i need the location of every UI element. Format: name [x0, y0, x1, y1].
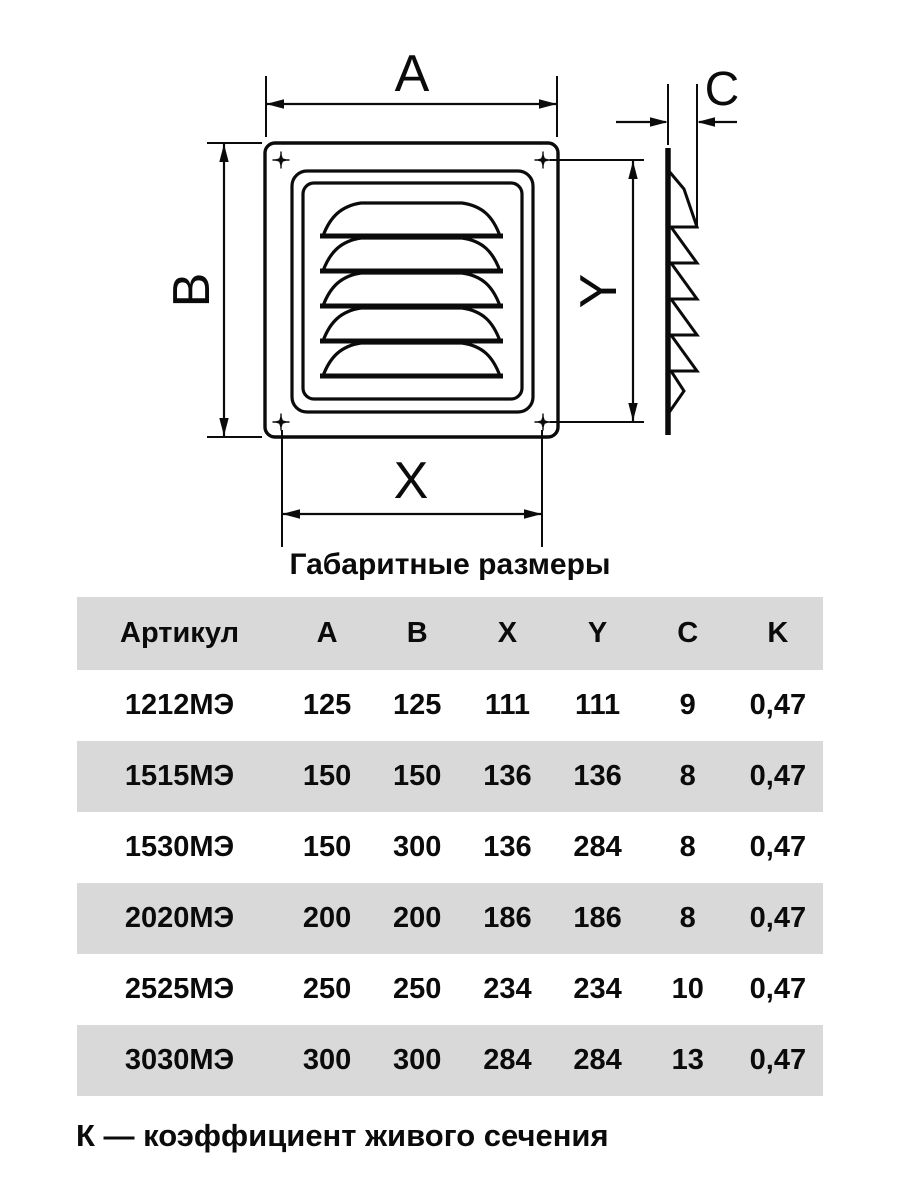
article-cell: 2020МЭ [124, 902, 235, 934]
arrowhead [539, 99, 557, 108]
value-cell: 125 [393, 689, 442, 721]
dimension-y [550, 160, 644, 422]
dimension-b-label: B [163, 272, 221, 308]
louver-slats [320, 203, 503, 376]
coefficient-note: К — коэффициент живого сечения [76, 1118, 609, 1153]
value-cell: 300 [302, 1044, 352, 1076]
arrowhead [650, 117, 668, 126]
value-cell: 136 [483, 760, 532, 792]
article-cell: 1530МЭ [124, 831, 235, 863]
dimension-b [163, 143, 262, 437]
front-view [265, 143, 558, 437]
grille-outer-flange [265, 143, 558, 437]
value-cell: 10 [671, 973, 704, 1005]
value-cell: 8 [679, 760, 696, 792]
value-cell: 8 [679, 902, 696, 934]
value-cell: 13 [671, 1044, 704, 1076]
value-cell: 111 [574, 689, 621, 721]
table-row [77, 741, 823, 812]
dimension-c [616, 63, 739, 225]
value-cell: 111 [484, 689, 530, 721]
dimension-drawing [0, 0, 900, 585]
value-cell: 234 [483, 973, 532, 1005]
column-header: B [406, 617, 428, 649]
article-cell: 2525МЭ [124, 973, 235, 1005]
value-cell: 136 [483, 831, 532, 863]
dimension-y-label: Y [570, 273, 628, 309]
column-header: X [497, 617, 518, 649]
table-row [77, 670, 823, 741]
value-cell: 0,47 [749, 689, 807, 721]
table-row [77, 1025, 823, 1096]
arrowhead [266, 99, 284, 108]
arrowhead [697, 117, 715, 126]
value-cell: 150 [393, 760, 442, 792]
value-cell: 234 [573, 973, 622, 1005]
value-cell: 186 [573, 902, 622, 934]
value-cell: 0,47 [749, 973, 807, 1005]
drawing-caption: Габаритные размеры [289, 548, 611, 581]
value-cell: 0,47 [749, 902, 807, 934]
value-cell: 0,47 [749, 760, 807, 792]
arrowhead [219, 144, 228, 162]
value-cell: 284 [573, 831, 622, 863]
dimension-x [282, 430, 542, 547]
value-cell: 300 [393, 831, 442, 863]
column-header: Артикул [120, 617, 239, 649]
dimension-c-label: C [704, 63, 740, 116]
dimension-a [266, 45, 557, 137]
table-row [77, 883, 823, 954]
value-cell: 200 [302, 902, 352, 934]
arrowhead [219, 418, 228, 436]
dimension-x-label: X [393, 452, 429, 510]
arrowhead [628, 161, 637, 179]
article-cell: 1515МЭ [124, 760, 235, 792]
screw-hole-marks [273, 152, 552, 431]
dimension-a-label: A [394, 45, 430, 103]
column-header: Y [587, 617, 608, 649]
value-cell: 0,47 [749, 831, 807, 863]
article-cell: 3030МЭ [124, 1044, 235, 1076]
spec-table [77, 597, 823, 1096]
arrowhead [524, 509, 542, 518]
column-header: C [677, 617, 699, 649]
article-cell: 1212МЭ [124, 689, 235, 721]
table-header-row [77, 597, 823, 670]
value-cell: 284 [483, 1044, 532, 1076]
value-cell: 9 [679, 689, 696, 721]
table-row [77, 812, 823, 883]
column-header: A [316, 617, 338, 649]
column-header: K [767, 617, 789, 649]
value-cell: 150 [302, 760, 352, 792]
value-cell: 186 [483, 902, 532, 934]
value-cell: 200 [393, 902, 442, 934]
value-cell: 125 [302, 689, 352, 721]
table-row [77, 954, 823, 1025]
value-cell: 250 [302, 973, 352, 1005]
side-louver-profile [668, 170, 697, 414]
arrowhead [282, 509, 300, 518]
value-cell: 300 [393, 1044, 442, 1076]
arrowhead [628, 403, 637, 421]
value-cell: 136 [573, 760, 622, 792]
value-cell: 250 [393, 973, 442, 1005]
value-cell: 8 [679, 831, 696, 863]
value-cell: 150 [302, 831, 352, 863]
side-view [668, 148, 697, 435]
value-cell: 0,47 [749, 1044, 807, 1076]
value-cell: 284 [573, 1044, 622, 1076]
